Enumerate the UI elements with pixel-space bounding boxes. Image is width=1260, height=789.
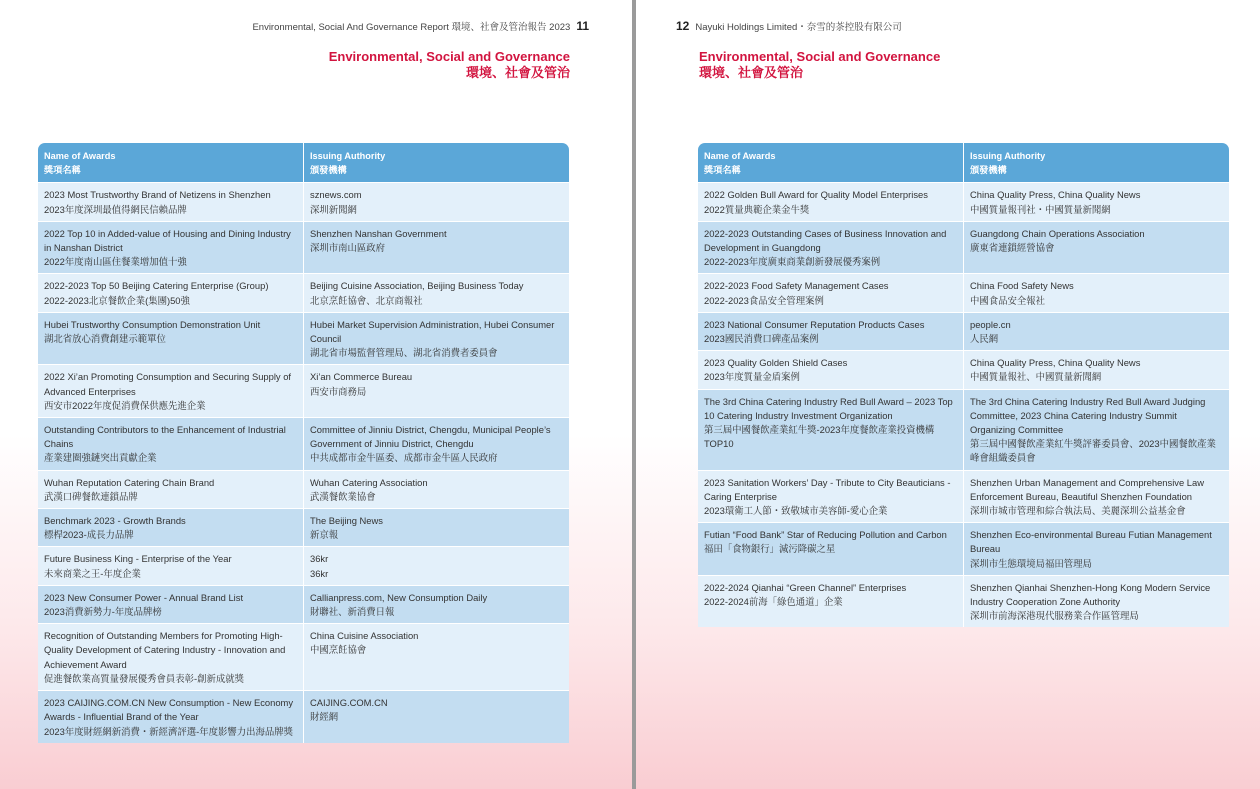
award-name-zh: 2022-2023年度廣東商業創新發展優秀案例 [704, 256, 881, 268]
award-name-zh: 2023年度財經網新消費・新經濟評選-年度影響力出海品牌獎 [44, 725, 293, 737]
award-name-zh: 2022年度南山區住餐業增加值十強 [44, 256, 187, 268]
authority-name-en: China Cuisine Association [310, 630, 419, 642]
authority-name-en: 36kr [310, 553, 329, 565]
authority-cell [304, 546, 569, 584]
award-cell [698, 221, 964, 274]
authority-cell [964, 522, 1229, 575]
award-name-en: 2023 New Consumer Power - Annual Brand List [44, 591, 244, 603]
page-number: 12 [676, 19, 690, 33]
authority-name-en: Beijing Cuisine Association, Beijing Business Today [310, 280, 524, 292]
authority-name-zh: 廣東省連鎖經營協會 [970, 242, 1055, 254]
award-name-en: Outstanding Contributors to the Enhancement of Industrial Chains [44, 424, 286, 450]
authority-name-zh: 36kr [310, 567, 329, 579]
running-head [252, 19, 589, 33]
authority-cell [964, 389, 1229, 470]
authority-cell [964, 575, 1229, 628]
authority-name-zh: 財經網 [310, 711, 339, 723]
authority-name-zh: 西安市商務局 [310, 385, 367, 397]
header-name-of-awards [698, 143, 964, 182]
table-row [38, 364, 569, 417]
table-row [698, 350, 1229, 388]
table-row [38, 585, 569, 623]
authority-cell [304, 182, 569, 220]
award-name-zh: 2022-2023北京餐飲企業(集團)50強 [44, 294, 190, 306]
right-page [636, 0, 1260, 789]
award-cell [698, 273, 964, 311]
award-cell [38, 623, 304, 690]
award-name-zh: 武漢口碑餐飲連鎖品牌 [44, 490, 138, 502]
table-row [38, 623, 569, 690]
award-cell [38, 470, 304, 508]
table-row [38, 182, 569, 220]
award-name-zh: 2022-2023食品安全管理案例 [704, 294, 824, 306]
authority-cell [964, 273, 1229, 311]
authority-name-zh: 人民網 [970, 333, 999, 345]
award-name-zh: 標桿2023-成長力品牌 [44, 529, 134, 541]
award-cell [698, 575, 964, 628]
authority-name-zh: 財聯社、新消費日報 [310, 606, 395, 618]
section-title-zh: 環境、社會及管治 [699, 65, 804, 80]
award-name-zh: 未來商業之王-年度企業 [44, 567, 141, 579]
table-row [698, 470, 1229, 523]
authority-cell [304, 690, 569, 743]
award-name-en: 2022-2023 Food Safety Management Cases [704, 280, 889, 292]
header-authority-zh: 頒發機構 [970, 165, 1007, 176]
award-name-zh: 2023國民消費口碑產品案例 [704, 333, 819, 345]
authority-name-zh: 中國烹飪協會 [310, 644, 367, 656]
authority-name-en: sznews.com [310, 189, 362, 201]
award-name-en: The 3rd China Catering Industry Red Bull Award – 2023 Top 10 Catering Industry Investment Organization [704, 395, 953, 421]
award-name-zh: 2022-2024前海「綠色通道」企業 [704, 596, 843, 608]
award-name-en: Wuhan Reputation Catering Chain Brand [44, 476, 215, 488]
award-name-en: 2022 Top 10 in Added-value of Housing and Dining Industry in Nanshan District [44, 227, 291, 254]
header-awards-en: Name of Awards [44, 151, 116, 161]
authority-name-zh: 新京報 [310, 529, 339, 541]
award-name-zh: 第三屆中國餐飲產業紅牛獎-2023年度餐飲產業投資機構TOP10 [704, 424, 935, 450]
award-name-en: Future Business King - Enterprise of the Year [44, 553, 232, 565]
authority-cell [304, 221, 569, 274]
authority-name-en: China Food Safety News [970, 280, 1074, 292]
authority-name-en: Shenzhen Qianhai Shenzhen-Hong Kong Modern Service Industry Cooperation Zone Authority [970, 581, 1211, 608]
award-name-zh: 2023環衛工人節・致敬城市美容師-愛心企業 [704, 505, 888, 517]
header-authority-en: Issuing Authority [970, 151, 1046, 161]
header-awards-zh: 獎項名稱 [704, 165, 741, 176]
running-head-text: Environmental, Social And Governance Report 環境、社會及管治報告 2023 [252, 22, 571, 33]
table-row [38, 273, 569, 311]
authority-name-en: Guangdong Chain Operations Association [970, 227, 1145, 239]
authority-name-zh: 武漢餐飲業協會 [310, 490, 376, 502]
table-row [38, 470, 569, 508]
award-name-en: Hubei Trustworthy Consumption Demonstration Unit [44, 318, 261, 330]
award-cell [38, 221, 304, 274]
award-cell [38, 546, 304, 584]
authority-name-zh: 深圳市南山區政府 [310, 242, 386, 254]
authority-cell [964, 350, 1229, 388]
award-name-zh: 2023年度深圳最值得網民信賴品牌 [44, 203, 187, 215]
award-cell [698, 522, 964, 575]
table-row [698, 221, 1229, 274]
running-head-text: Nayuki Holdings Limited・奈雪的茶控股有限公司 [695, 22, 902, 33]
award-name-zh: 湖北省放心消費創建示範單位 [44, 333, 166, 345]
award-name-en: 2022-2024 Qianhai “Green Channel” Enterprises [704, 581, 907, 593]
section-title-en: Environmental, Social and Governance [699, 49, 941, 64]
table-row [698, 522, 1229, 575]
award-cell [698, 182, 964, 220]
section-title [699, 49, 940, 81]
award-cell [38, 417, 304, 470]
authority-cell [304, 312, 569, 365]
header-name-of-awards [38, 143, 304, 182]
authority-cell [964, 312, 1229, 350]
section-title [329, 49, 570, 81]
authority-name-en: CAIJING.COM.CN [310, 697, 388, 709]
table-row [38, 690, 569, 743]
authority-cell [304, 470, 569, 508]
authority-name-en: Committee of Jinniu District, Chengdu, Municipal People’s Government of Jinniu District, Chengdu [310, 424, 551, 450]
authority-cell [304, 585, 569, 623]
header-issuing-authority [304, 143, 569, 182]
table-row [38, 417, 569, 470]
award-cell [38, 690, 304, 743]
award-name-zh: 2022質量典範企業金牛獎 [704, 203, 810, 215]
page-number: 11 [576, 19, 589, 33]
authority-name-en: The Beijing News [310, 515, 383, 527]
authority-name-en: Xi’an Commerce Bureau [310, 371, 413, 383]
award-name-en: 2023 Quality Golden Shield Cases [704, 357, 848, 369]
table-row [38, 312, 569, 365]
table-row [38, 221, 569, 274]
award-name-zh: 產業建圈強鏈突出貢獻企業 [44, 452, 157, 464]
table-row [698, 273, 1229, 311]
authority-name-en: The 3rd China Catering Industry Red Bull Award Judging Committee, 2023 China Catering Industry Summit Organizing Committee [970, 395, 1206, 436]
award-cell [38, 182, 304, 220]
table-row [698, 575, 1229, 628]
award-name-en: 2022-2023 Top 50 Beijing Catering Enterprise (Group) [44, 280, 269, 292]
table-row [698, 182, 1229, 220]
authority-cell [304, 508, 569, 546]
award-name-en: 2022 Golden Bull Award for Quality Model Enterprises [704, 189, 928, 201]
table-row [698, 312, 1229, 350]
award-name-en: 2022-2023 Outstanding Cases of Business Innovation and Development in Guangdong [704, 227, 947, 254]
award-name-zh: 西安市2022年度促消費保供應先進企業 [44, 399, 206, 411]
authority-name-zh: 深圳新聞網 [310, 203, 357, 215]
authority-name-zh: 深圳市前海深港現代服務業合作區管理局 [970, 610, 1139, 622]
authority-name-en: China Quality Press, China Quality News [970, 357, 1141, 369]
award-cell [38, 508, 304, 546]
authority-name-en: Callianpress.com, New Consumption Daily [310, 591, 488, 603]
award-name-zh: 福田「食物銀行」減污降碳之星 [704, 543, 836, 555]
authority-name-en: Shenzhen Nanshan Government [310, 227, 447, 239]
award-cell [698, 470, 964, 523]
header-authority-zh: 頒發機構 [310, 165, 347, 176]
authority-cell [964, 182, 1229, 220]
award-cell [38, 312, 304, 365]
table-row [38, 508, 569, 546]
authority-name-zh: 第三屆中國餐飲產業紅牛獎評審委員會、2023中國餐飲產業峰會組織委員會 [970, 438, 1216, 464]
table-header-row [38, 143, 569, 182]
award-name-en: 2023 Sanitation Workers’ Day - Tribute to City Beauticians - Caring Enterprise [704, 476, 951, 502]
award-name-zh: 2023消費新勢力-年度品牌榜 [44, 606, 162, 618]
authority-name-en: Wuhan Catering Association [310, 476, 428, 488]
authority-name-en: China Quality Press, China Quality News [970, 189, 1141, 201]
authority-name-en: Hubei Market Supervision Administration, Hubei Consumer Council [310, 318, 555, 345]
authority-name-zh: 中國食品安全報社 [970, 294, 1046, 306]
authority-name-zh: 北京烹飪協會、北京商報社 [310, 294, 423, 306]
award-name-zh: 促進餐飲業高質量發展優秀會員表彰-創新成就獎 [44, 672, 244, 684]
header-issuing-authority [964, 143, 1229, 182]
authority-cell [304, 417, 569, 470]
authority-name-zh: 深圳市生態環境局福田管理局 [970, 557, 1092, 569]
header-awards-zh: 獎項名稱 [44, 165, 81, 176]
table-row [698, 389, 1229, 470]
authority-name-en: Shenzhen Eco-environmental Bureau Futian Management Bureau [970, 529, 1212, 555]
section-title-en: Environmental, Social and Governance [328, 49, 570, 64]
authority-cell [964, 221, 1229, 274]
award-cell [38, 364, 304, 417]
header-awards-en: Name of Awards [704, 151, 776, 161]
award-name-en: Benchmark 2023 - Growth Brands [44, 515, 186, 527]
running-head [676, 19, 902, 33]
authority-name-zh: 深圳市城市管理和綜合執法局、美麗深圳公益基金會 [970, 505, 1186, 517]
authority-cell [964, 470, 1229, 523]
awards-table [38, 143, 569, 743]
award-name-en: Recognition of Outstanding Members for Promoting High-Quality Development of Catering Industry - Innovation and Achievement Award [44, 630, 286, 670]
authority-name-zh: 中共成都市金牛區委、成都市金牛區人民政府 [310, 452, 498, 464]
authority-name-en: Shenzhen Urban Management and Comprehensive Law Enforcement Bureau, Beautiful Shenzhen Foundation [970, 476, 1204, 502]
award-cell [698, 389, 964, 470]
award-cell [698, 350, 964, 388]
award-name-en: 2023 National Consumer Reputation Products Cases [704, 318, 925, 330]
award-cell [38, 273, 304, 311]
authority-name-zh: 湖北省市場監督管理局、湖北省消費者委員會 [310, 347, 498, 359]
table-header-row [698, 143, 1229, 182]
awards-table [698, 143, 1229, 627]
award-cell [38, 585, 304, 623]
authority-cell [304, 273, 569, 311]
authority-name-en: people.cn [970, 318, 1011, 330]
authority-name-zh: 中國質量報社、中國質量新聞網 [970, 371, 1102, 383]
table-row [38, 546, 569, 584]
award-name-en: 2023 CAIJING.COM.CN New Consumption - New Economy Awards - Influential Brand of the Year [44, 697, 294, 723]
authority-name-zh: 中國質量報刊社・中國質量新聞網 [970, 203, 1111, 215]
award-name-en: 2023 Most Trustworthy Brand of Netizens in Shenzhen [44, 189, 271, 201]
header-authority-en: Issuing Authority [310, 151, 386, 161]
authority-cell [304, 364, 569, 417]
award-name-en: Futian “Food Bank” Star of Reducing Pollution and Carbon [704, 529, 947, 541]
award-name-en: 2022 Xi’an Promoting Consumption and Securing Supply of Advanced Enterprises [44, 371, 292, 397]
authority-cell [304, 623, 569, 690]
section-title-zh: 環境、社會及管治 [465, 65, 570, 80]
award-cell [698, 312, 964, 350]
award-name-zh: 2023年度質量金盾案例 [704, 371, 800, 383]
